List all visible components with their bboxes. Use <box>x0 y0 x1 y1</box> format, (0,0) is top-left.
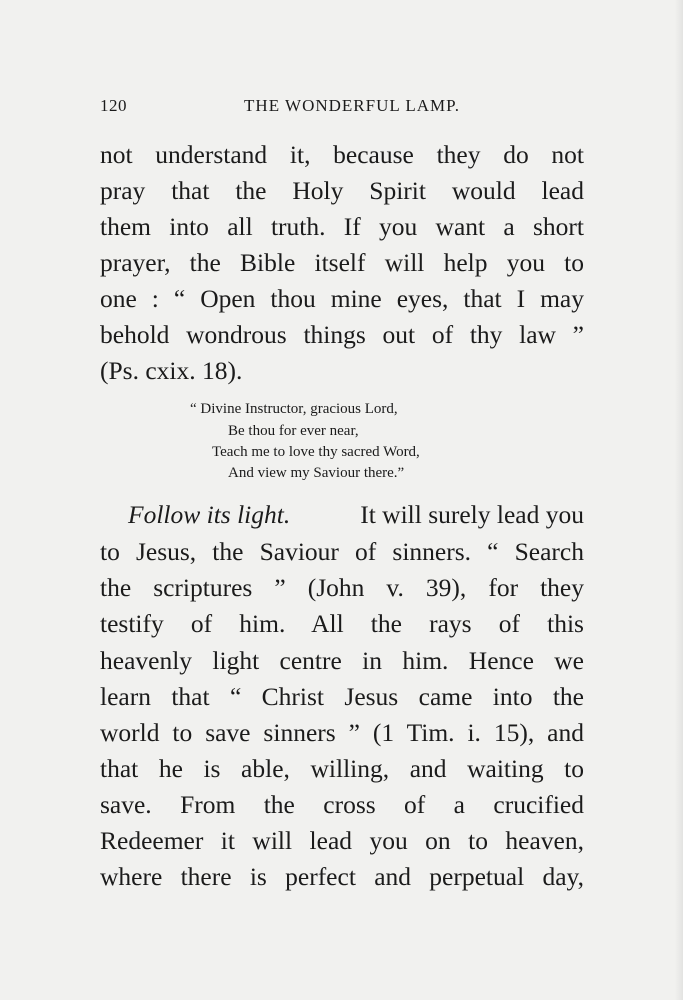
page-edge-shadow <box>675 0 683 1000</box>
paragraph2-line-2: to Jesus, the Saviour of sinners. “ Search <box>100 537 584 566</box>
paragraph2-line-11: where there is perfect and perpetual day, <box>100 862 584 891</box>
paragraph1-line-7: (Ps. cxix. 18). <box>100 356 243 385</box>
paragraph2-line-3: the scriptures ” (John v. 39), for they <box>100 573 584 602</box>
verse-line-2: Be thou for ever near, <box>228 423 359 439</box>
paragraph2-line-9: save. From the cross of a crucified <box>100 790 584 819</box>
paragraph2-line-5: heavenly light centre in him. Hence we <box>100 646 584 675</box>
paragraph2-line-1-rest: It will surely lead you <box>360 500 584 529</box>
page-number: 120 <box>100 96 127 115</box>
paragraph1-line-3: them into all truth. If you want a short <box>100 212 584 241</box>
paragraph2-line-7: world to save sinners ” (1 Tim. i. 15), and <box>100 718 584 747</box>
paragraph2-line-1 <box>128 497 584 533</box>
paragraph1-line-1: not understand it, because they do not <box>100 140 584 169</box>
paragraph2-line-4: testify of him. All the rays of this <box>100 609 584 638</box>
paragraph2-line-6: learn that “ Christ Jesus came into the <box>100 682 584 711</box>
verse-line-3: Teach me to love thy sacred Word, <box>212 444 420 460</box>
verse-line-1: “ Divine Instructor, gracious Lord, <box>190 401 398 417</box>
paragraph1-line-6: behold wondrous things out of thy law ” <box>100 320 584 349</box>
emphasis-text: Follow its light. <box>128 500 291 529</box>
running-title: THE WONDERFUL LAMP. <box>244 96 460 115</box>
paragraph1-line-4: prayer, the Bible itself will help you to <box>100 248 584 277</box>
paragraph2-line-8: that he is able, willing, and waiting to <box>100 754 584 783</box>
paragraph2-line-10: Redeemer it will lead you on to heaven, <box>100 826 584 855</box>
verse-line-4: And view my Saviour there.” <box>228 465 405 481</box>
page-header <box>100 96 584 120</box>
paragraph1-line-5: one : “ Open thou mine eyes, that I may <box>100 284 584 313</box>
paragraph1-line-2: pray that the Holy Spirit would lead <box>100 176 584 205</box>
